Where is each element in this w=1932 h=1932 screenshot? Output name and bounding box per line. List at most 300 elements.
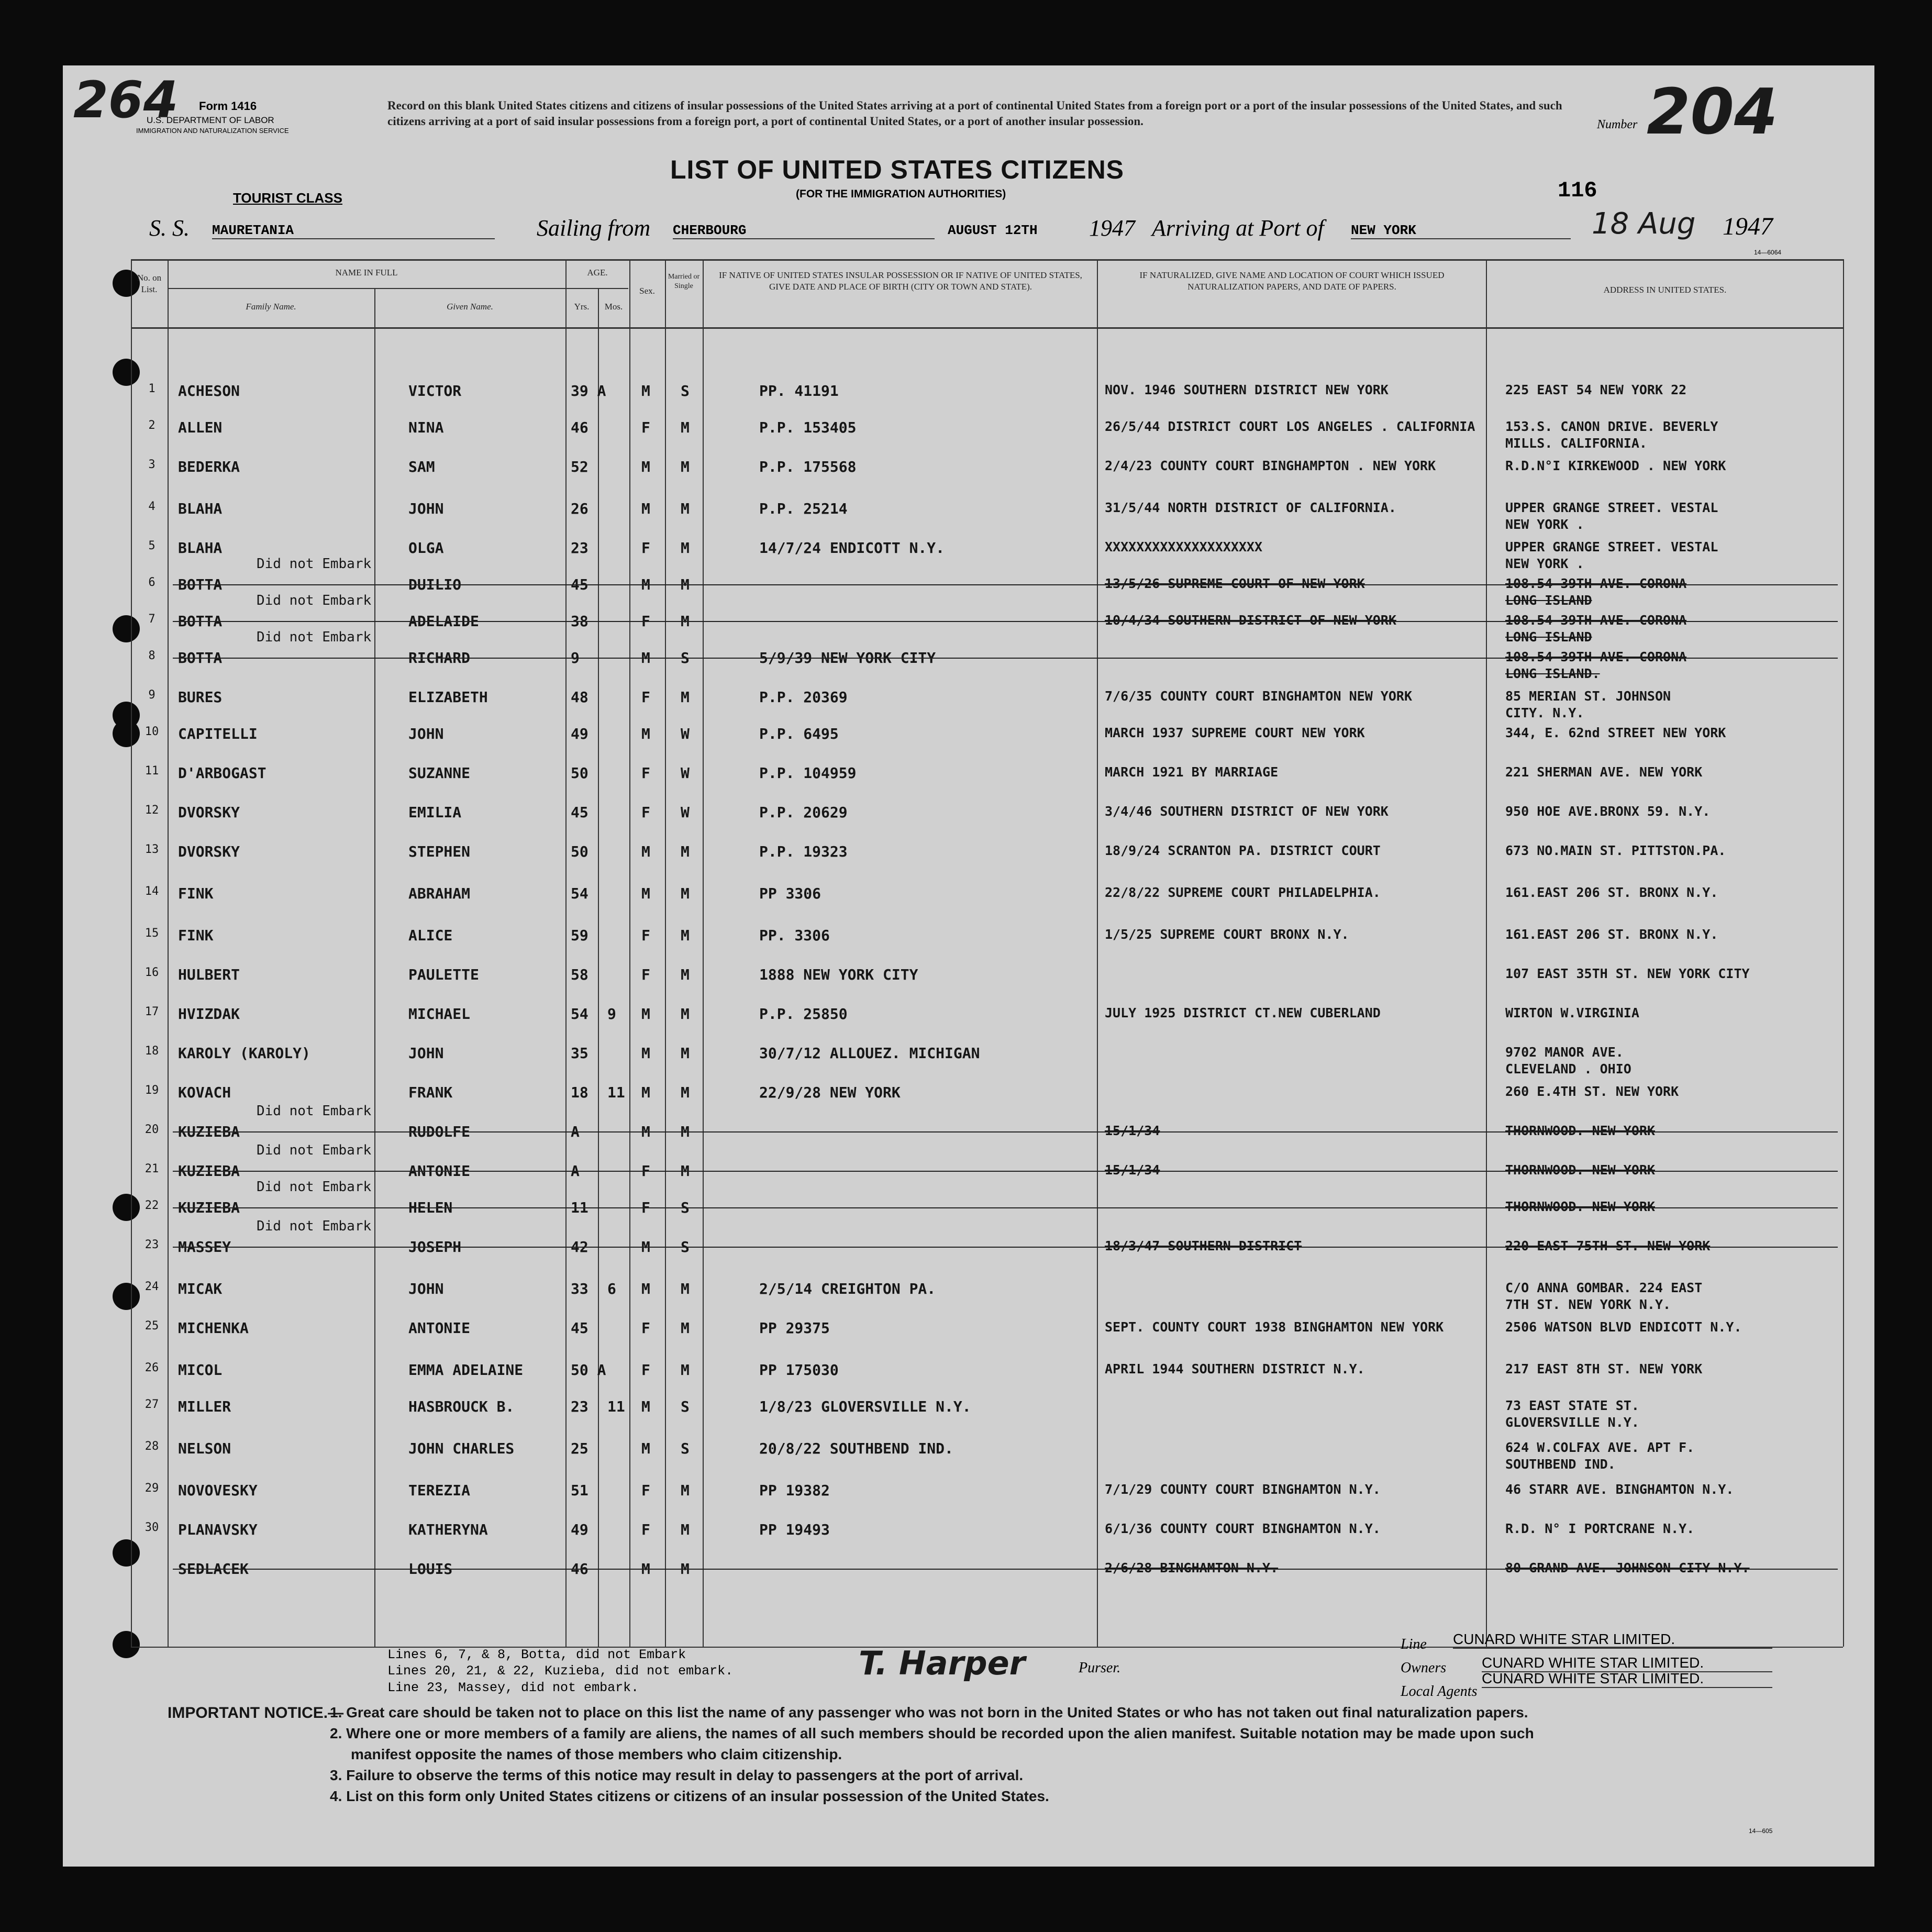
age-years: 59 bbox=[571, 927, 589, 944]
col-border bbox=[374, 288, 375, 1647]
did-not-embark-note: Did not Embark bbox=[257, 593, 372, 608]
address: 161.EAST 206 ST. BRONX N.Y. bbox=[1505, 885, 1718, 900]
sex: F bbox=[641, 764, 650, 782]
family-name: BURES bbox=[178, 689, 223, 706]
birth-info: 2/5/14 CREIGHTON PA. bbox=[759, 1280, 936, 1297]
sex: F bbox=[641, 419, 650, 436]
row-number: 5 bbox=[148, 539, 156, 552]
naturalization-info: 26/5/44 DISTRICT COURT LOS ANGELES . CALIFORNIA bbox=[1105, 419, 1475, 434]
naturalization-info: MARCH 1921 BY MARRIAGE bbox=[1105, 764, 1279, 780]
address: 225 EAST 54 NEW YORK 22 bbox=[1505, 382, 1687, 397]
family-name: BLAHA bbox=[178, 539, 223, 557]
family-name: DVORSKY bbox=[178, 843, 240, 860]
family-name: BOTTA bbox=[178, 649, 223, 667]
row-number: 27 bbox=[145, 1398, 159, 1411]
marital-status: M bbox=[681, 458, 690, 475]
sex: M bbox=[641, 1123, 650, 1140]
did-not-embark-note: Did not Embark bbox=[257, 556, 372, 572]
arriving-label: Arriving at Port of bbox=[1152, 215, 1324, 241]
address: 344, E. 62nd STREET NEW YORK bbox=[1505, 725, 1726, 740]
given-name: ALICE bbox=[408, 927, 453, 944]
birth-info: 1888 NEW YORK CITY bbox=[759, 966, 918, 983]
family-name: PLANAVSKY bbox=[178, 1521, 258, 1538]
given-name: JOHN bbox=[408, 1280, 444, 1297]
owners-value: CUNARD WHITE STAR LIMITED. bbox=[1482, 1655, 1772, 1672]
sex: M bbox=[641, 1398, 650, 1415]
marital-status: M bbox=[681, 1005, 690, 1023]
family-name: SEDLACEK bbox=[178, 1560, 249, 1578]
header-no: No. on List. bbox=[137, 273, 162, 294]
strike-line bbox=[173, 1171, 1838, 1172]
address: 153.S. CANON DRIVE. BEVERLY bbox=[1505, 419, 1718, 434]
strike-line bbox=[173, 1247, 1838, 1248]
given-name: EMILIA bbox=[408, 804, 462, 821]
marital-status: M bbox=[681, 539, 690, 557]
given-name: STEPHEN bbox=[408, 843, 471, 860]
department: U.S. DEPARTMENT OF LABOR bbox=[147, 115, 274, 125]
naturalization-info: 2/6/28 BINGHAMTON N.Y. bbox=[1105, 1560, 1279, 1575]
naturalization-info: 6/1/36 COUNTY COURT BINGHAMTON N.Y. bbox=[1105, 1521, 1381, 1536]
age-years: 9 bbox=[571, 649, 580, 667]
naturalization-info: 31/5/44 NORTH DISTRICT OF CALIFORNIA. bbox=[1105, 500, 1396, 515]
naturalization-info: 15/1/34 bbox=[1105, 1162, 1160, 1178]
address: 221 SHERMAN AVE. NEW YORK bbox=[1505, 764, 1703, 780]
given-name: RICHARD bbox=[408, 649, 471, 667]
line-value: CUNARD WHITE STAR LIMITED. bbox=[1453, 1631, 1772, 1649]
family-name: NOVOVESKY bbox=[178, 1482, 258, 1499]
sex: M bbox=[641, 1045, 650, 1062]
sex: M bbox=[641, 843, 650, 860]
family-name: ACHESON bbox=[178, 382, 240, 399]
family-name: BEDERKA bbox=[178, 458, 240, 475]
row-number: 18 bbox=[145, 1045, 159, 1058]
strike-line bbox=[173, 1207, 1838, 1208]
naturalization-info: 3/4/46 SOUTHERN DISTRICT OF NEW YORK bbox=[1105, 804, 1389, 819]
sex: F bbox=[641, 539, 650, 557]
address-line-2: MILLS. CALIFORNIA. bbox=[1505, 436, 1647, 451]
marital-status: M bbox=[681, 689, 690, 706]
given-name: ANTONIE bbox=[408, 1319, 471, 1337]
row-number: 12 bbox=[145, 804, 159, 817]
given-name: VICTOR bbox=[408, 382, 462, 399]
birth-info: P.P. 19323 bbox=[759, 843, 848, 860]
family-name: BOTTA bbox=[178, 613, 223, 630]
marital-status: M bbox=[681, 1084, 690, 1101]
naturalization-info: 18/9/24 SCRANTON PA. DISTRICT COURT bbox=[1105, 843, 1381, 858]
age-years: 42 bbox=[571, 1238, 589, 1256]
naturalization-info: 2/4/23 COUNTY COURT BINGHAMPTON . NEW YORK bbox=[1105, 458, 1436, 473]
sex: M bbox=[641, 500, 650, 517]
given-name: LOUIS bbox=[408, 1560, 453, 1578]
address: 108.54 39TH AVE. CORONA bbox=[1505, 576, 1687, 591]
punch-hole bbox=[113, 1631, 140, 1658]
col-border bbox=[1486, 259, 1487, 1647]
col-border bbox=[565, 259, 567, 1647]
birth-info: PP. 41191 bbox=[759, 382, 839, 399]
marital-status: M bbox=[681, 1162, 690, 1180]
given-name: JOHN bbox=[408, 500, 444, 517]
sailing-label: Sailing from bbox=[537, 215, 651, 241]
row-number: 30 bbox=[145, 1521, 159, 1534]
age-years: 54 bbox=[571, 1005, 589, 1023]
age-years: 49 bbox=[571, 1521, 589, 1538]
address: UPPER GRANGE STREET. VESTAL bbox=[1505, 500, 1718, 515]
punch-hole bbox=[113, 720, 140, 747]
marital-status: M bbox=[681, 419, 690, 436]
number-label: Number bbox=[1597, 118, 1638, 131]
age-years: A bbox=[571, 1123, 580, 1140]
age-years: A bbox=[571, 1162, 580, 1180]
sex: F bbox=[641, 966, 650, 983]
age-years: 52 bbox=[571, 458, 589, 475]
row-number: 11 bbox=[145, 764, 159, 778]
marital-status: M bbox=[681, 1045, 690, 1062]
strike-line bbox=[173, 1569, 1838, 1570]
age-years: 50 bbox=[571, 764, 589, 782]
row-number: 24 bbox=[145, 1280, 159, 1293]
family-name: KAROLY (KAROLY) bbox=[178, 1045, 310, 1062]
row-number: 23 bbox=[145, 1238, 159, 1251]
header-naturalized: IF NATURALIZED, GIVE NAME AND LOCATION OF COURT WHICH ISSUED NATURALIZATION PAPERS, AND DATE OF PAPERS. bbox=[1139, 270, 1445, 292]
given-name: ELIZABETH bbox=[408, 689, 488, 706]
purser-label: Purser. bbox=[1079, 1660, 1121, 1676]
marital-status: M bbox=[681, 885, 690, 902]
naturalization-info: MARCH 1937 SUPREME COURT NEW YORK bbox=[1105, 725, 1365, 740]
family-name: HULBERT bbox=[178, 966, 240, 983]
address: 161.EAST 206 ST. BRONX N.Y. bbox=[1505, 927, 1718, 942]
row-number: 6 bbox=[148, 576, 156, 589]
sex: M bbox=[641, 576, 650, 593]
address: 9702 MANOR AVE. bbox=[1505, 1045, 1624, 1060]
naturalization-info: 10/4/34 SOUTHERN DISTRICT OF NEW YORK bbox=[1105, 613, 1396, 628]
age-years: 45 bbox=[571, 804, 589, 821]
header-age: AGE. bbox=[587, 268, 608, 277]
punch-hole bbox=[113, 615, 140, 642]
row-number: 20 bbox=[145, 1123, 159, 1136]
age-years: 54 bbox=[571, 885, 589, 902]
birth-info: 1/8/23 GLOVERSVILLE N.Y. bbox=[759, 1398, 971, 1415]
address: 46 STARR AVE. BINGHAMTON N.Y. bbox=[1505, 1482, 1734, 1497]
birth-info: PP 19493 bbox=[759, 1521, 830, 1538]
sex: M bbox=[641, 1084, 650, 1101]
marital-status: M bbox=[681, 1361, 690, 1379]
address: THORNWOOD. NEW YORK bbox=[1505, 1199, 1655, 1214]
given-name: SUZANNE bbox=[408, 764, 471, 782]
marital-status: S bbox=[681, 1440, 690, 1457]
footer-note-1: Lines 6, 7, & 8, Botta, did not Embark bbox=[387, 1647, 686, 1662]
sex: M bbox=[641, 1005, 650, 1023]
birth-info: P.P. 20629 bbox=[759, 804, 848, 821]
sex: F bbox=[641, 927, 650, 944]
punch-hole bbox=[113, 1283, 140, 1310]
address: R.D.N°I KIRKEWOOD . NEW YORK bbox=[1505, 458, 1726, 473]
list-number: 204 bbox=[1647, 76, 1778, 149]
marital-status: S bbox=[681, 382, 690, 399]
family-name: KUZIEBA bbox=[178, 1199, 240, 1216]
arrival-port: NEW YORK bbox=[1351, 223, 1571, 239]
birth-info: 20/8/22 SOUTHBEND IND. bbox=[759, 1440, 953, 1457]
family-name: D'ARBOGAST bbox=[178, 764, 267, 782]
handwritten-code: 264 bbox=[73, 71, 179, 129]
marital-status: M bbox=[681, 843, 690, 860]
col-border bbox=[1843, 259, 1844, 1647]
naturalization-info: 1/5/25 SUPREME COURT BRONX N.Y. bbox=[1105, 927, 1349, 942]
notice-code: 14—605 bbox=[1749, 1827, 1773, 1835]
naturalization-info: NOV. 1946 SOUTHERN DISTRICT NEW YORK bbox=[1105, 382, 1389, 397]
header-address: ADDRESS IN UNITED STATES. bbox=[1603, 285, 1727, 295]
row-number: 4 bbox=[148, 500, 156, 513]
family-name: FINK bbox=[178, 927, 214, 944]
arrival-date: 18 Aug bbox=[1592, 207, 1696, 241]
arrival-year: 1947 bbox=[1723, 213, 1773, 240]
marital-status: S bbox=[681, 1398, 690, 1415]
address-line-2: NEW YORK . bbox=[1505, 556, 1584, 571]
header-name-in-full: NAME IN FULL bbox=[335, 268, 398, 277]
address: 260 E.4TH ST. NEW YORK bbox=[1505, 1084, 1679, 1099]
header-native: IF NATIVE OF UNITED STATES INSULAR POSSESSION OR IF NATIVE OF UNITED STATES, GIVE DATE AND PLACE OF BIRTH (CITY OR TOWN AND STATE). bbox=[719, 270, 1082, 292]
notice-item-1: 1. Great care should be taken not to place on this list the name of any passenger who was not born in the United States or who has not taken out final naturalization papers. bbox=[330, 1704, 1528, 1720]
given-name: JOSEPH bbox=[408, 1238, 462, 1256]
agents-value: CUNARD WHITE STAR LIMITED. bbox=[1482, 1670, 1772, 1688]
notice-item-3: 3. Failure to observe the terms of this notice may result in delay to passengers at the port of arrival. bbox=[330, 1767, 1024, 1783]
header-family-name: Family Name. bbox=[246, 302, 296, 312]
birth-info: P.P. 175568 bbox=[759, 458, 857, 475]
owners-label: Owners bbox=[1401, 1660, 1447, 1676]
address-line-2: LONG ISLAND bbox=[1505, 629, 1592, 645]
address: WIRTON W.VIRGINIA bbox=[1505, 1005, 1639, 1020]
birth-info: PP 175030 bbox=[759, 1361, 839, 1379]
marital-status: M bbox=[681, 1123, 690, 1140]
given-name: PAULETTE bbox=[408, 966, 479, 983]
family-name: ALLEN bbox=[178, 419, 223, 436]
sex: M bbox=[641, 1238, 650, 1256]
notice-item-2-cont: manifest opposite the names of those members who claim citizenship. bbox=[351, 1746, 842, 1762]
birth-info: P.P. 6495 bbox=[759, 725, 839, 742]
form-number: Form 1416 bbox=[199, 99, 257, 113]
address: 108.54 39TH AVE. CORONA bbox=[1505, 613, 1687, 628]
family-name: MILLER bbox=[178, 1398, 231, 1415]
given-name: JOHN bbox=[408, 725, 444, 742]
family-name: KUZIEBA bbox=[178, 1123, 240, 1140]
sex: F bbox=[641, 804, 650, 821]
col-border bbox=[598, 288, 599, 1647]
age-years: 45 bbox=[571, 576, 589, 593]
row-number: 17 bbox=[145, 1005, 159, 1018]
row-number: 29 bbox=[145, 1482, 159, 1495]
sex: M bbox=[641, 1440, 650, 1457]
naturalization-info: XXXXXXXXXXXXXXXXXXXX bbox=[1105, 539, 1263, 554]
given-name: ABRAHAM bbox=[408, 885, 471, 902]
sex: F bbox=[641, 1361, 650, 1379]
notice-item-2: 2. Where one or more members of a family are aliens, the names of all such members should be recorded upon the alien manifest. Suitable notation may be made upon such bbox=[330, 1725, 1534, 1741]
col-border bbox=[1097, 259, 1098, 1647]
header-mos: Mos. bbox=[604, 302, 623, 312]
family-name: MASSEY bbox=[178, 1238, 231, 1256]
purser-signature: T. Harper bbox=[859, 1644, 1026, 1682]
page-number: 116 bbox=[1558, 178, 1597, 203]
sex: M bbox=[641, 382, 650, 399]
marital-status: M bbox=[681, 927, 690, 944]
age-years: 26 bbox=[571, 500, 589, 517]
family-name: DVORSKY bbox=[178, 804, 240, 821]
header-rule bbox=[131, 327, 1843, 329]
marital-status: M bbox=[681, 1521, 690, 1538]
address: 73 EAST STATE ST. bbox=[1505, 1398, 1639, 1413]
given-name: ANTONIE bbox=[408, 1162, 471, 1180]
address: 108.54 39TH AVE. CORONA bbox=[1505, 649, 1687, 664]
page-subtitle: (FOR THE IMMIGRATION AUTHORITIES) bbox=[796, 188, 1006, 200]
age-years: 25 bbox=[571, 1440, 589, 1457]
sex: M bbox=[641, 458, 650, 475]
line-label: Line bbox=[1401, 1636, 1427, 1652]
marital-status: S bbox=[681, 1238, 690, 1256]
age-years: 39 A bbox=[571, 382, 606, 399]
age-years: 45 bbox=[571, 1319, 589, 1337]
naturalization-info: JULY 1925 DISTRICT CT.NEW CUBERLAND bbox=[1105, 1005, 1381, 1020]
address: 624 W.COLFAX AVE. APT F. bbox=[1505, 1440, 1695, 1455]
col-border bbox=[629, 259, 630, 1647]
naturalization-info: 13/5/26 SUPREME COURT OF NEW YORK bbox=[1105, 576, 1365, 591]
birth-info: PP 29375 bbox=[759, 1319, 830, 1337]
strike-line bbox=[173, 1131, 1838, 1132]
strike-line bbox=[173, 658, 1838, 659]
birth-info: P.P. 153405 bbox=[759, 419, 857, 436]
given-name: KATHERYNA bbox=[408, 1521, 488, 1538]
address: 673 NO.MAIN ST. PITTSTON.PA. bbox=[1505, 843, 1726, 858]
birth-info: PP. 3306 bbox=[759, 927, 830, 944]
age-years: 50 A bbox=[571, 1361, 606, 1379]
sex: M bbox=[641, 725, 650, 742]
sex: F bbox=[641, 1162, 650, 1180]
marital-status: W bbox=[681, 725, 690, 742]
family-name: KUZIEBA bbox=[178, 1162, 240, 1180]
row-number: 8 bbox=[148, 649, 156, 662]
name-subheader-rule bbox=[168, 288, 628, 289]
naturalization-info: 7/6/35 COUNTY COURT BINGHAMTON NEW YORK bbox=[1105, 689, 1412, 704]
row-number: 25 bbox=[145, 1319, 159, 1333]
notice-item-4: 4. List on this form only United States citizens or citizens of an insular possession of the United States. bbox=[330, 1788, 1049, 1804]
given-name: JOHN bbox=[408, 1045, 444, 1062]
col-border bbox=[703, 259, 704, 1647]
birth-info: P.P. 25850 bbox=[759, 1005, 848, 1023]
sex: M bbox=[641, 649, 650, 667]
row-number: 15 bbox=[145, 927, 159, 940]
given-name: TEREZIA bbox=[408, 1482, 471, 1499]
sex: F bbox=[641, 689, 650, 706]
notice-label: IMPORTANT NOTICE.— bbox=[168, 1704, 344, 1722]
row-number: 16 bbox=[145, 966, 159, 979]
address-line-2: LONG ISLAND bbox=[1505, 593, 1592, 608]
marital-status: M bbox=[681, 966, 690, 983]
address-line-2: SOUTHBEND IND. bbox=[1505, 1457, 1616, 1472]
marital-status: S bbox=[681, 649, 690, 667]
footer-note-3: Line 23, Massey, did not embark. bbox=[387, 1680, 639, 1695]
given-name: NINA bbox=[408, 419, 444, 436]
given-name: ADELAIDE bbox=[408, 613, 479, 630]
family-name: NELSON bbox=[178, 1440, 231, 1457]
manifest-sheet bbox=[63, 65, 1874, 1867]
given-name: DUILIO bbox=[408, 576, 462, 593]
row-number: 10 bbox=[145, 725, 159, 738]
page-title: LIST OF UNITED STATES CITIZENS bbox=[670, 155, 1125, 184]
punch-hole bbox=[113, 359, 140, 386]
did-not-embark-note: Did not Embark bbox=[257, 629, 372, 645]
punch-hole bbox=[113, 1194, 140, 1221]
sail-date: AUGUST 12TH bbox=[948, 223, 1038, 238]
age-years: 35 bbox=[571, 1045, 589, 1062]
address: THORNWOOD. NEW YORK bbox=[1505, 1162, 1655, 1178]
family-name: BOTTA bbox=[178, 576, 223, 593]
address: 220 EAST 75TH ST. NEW YORK bbox=[1505, 1238, 1711, 1253]
address: R.D. N° I PORTCRANE N.Y. bbox=[1505, 1521, 1695, 1536]
birth-info: PP 3306 bbox=[759, 885, 821, 902]
given-name: OLGA bbox=[408, 539, 444, 557]
given-name: SAM bbox=[408, 458, 435, 475]
age-years: 49 bbox=[571, 725, 589, 742]
sex: M bbox=[641, 1560, 650, 1578]
sex: F bbox=[641, 1319, 650, 1337]
address-line-2: 7TH ST. NEW YORK N.Y. bbox=[1505, 1297, 1671, 1312]
age-years: 11 bbox=[571, 1199, 589, 1216]
sex: F bbox=[641, 1521, 650, 1538]
marital-status: W bbox=[681, 804, 690, 821]
ship-name: MAURETANIA bbox=[212, 223, 495, 239]
class-label: TOURIST CLASS bbox=[233, 190, 342, 206]
marital-status: M bbox=[681, 1482, 690, 1499]
naturalization-info: 18/3/47 SOUTHERN DISTRICT bbox=[1105, 1238, 1302, 1253]
col-border bbox=[131, 259, 132, 1647]
marital-status: M bbox=[681, 1280, 690, 1297]
age-years: 46 bbox=[571, 1560, 589, 1578]
age-months: 9 bbox=[607, 1005, 616, 1023]
age-years: 38 bbox=[571, 613, 589, 630]
footer-note-2: Lines 20, 21, & 22, Kuzieba, did not embark. bbox=[387, 1663, 734, 1679]
did-not-embark-note: Did not Embark bbox=[257, 1103, 372, 1119]
row-number: 21 bbox=[145, 1162, 159, 1175]
address: 2506 WATSON BLVD ENDICOTT N.Y. bbox=[1505, 1319, 1742, 1335]
did-not-embark-note: Did not Embark bbox=[257, 1218, 372, 1234]
birth-info: 22/9/28 NEW YORK bbox=[759, 1084, 901, 1101]
marital-status: M bbox=[681, 500, 690, 517]
given-name: JOHN CHARLES bbox=[408, 1440, 515, 1457]
address: UPPER GRANGE STREET. VESTAL bbox=[1505, 539, 1718, 554]
birth-info: 14/7/24 ENDICOTT N.Y. bbox=[759, 539, 945, 557]
marital-status: M bbox=[681, 576, 690, 593]
family-name: HVIZDAK bbox=[178, 1005, 240, 1023]
address-line-2: LONG ISLAND. bbox=[1505, 666, 1600, 681]
family-name: CAPITELLI bbox=[178, 725, 258, 742]
sex: M bbox=[641, 1280, 650, 1297]
sex: M bbox=[641, 885, 650, 902]
age-years: 58 bbox=[571, 966, 589, 983]
naturalization-info: 22/8/22 SUPREME COURT PHILADELPHIA. bbox=[1105, 885, 1381, 900]
header-yrs: Yrs. bbox=[574, 302, 590, 312]
family-name: MICAK bbox=[178, 1280, 223, 1297]
naturalization-info: SEPT. COUNTY COURT 1938 BINGHAMTON NEW YORK bbox=[1105, 1319, 1444, 1335]
age-months: 6 bbox=[607, 1280, 616, 1297]
birth-info: 30/7/12 ALLOUEZ. MICHIGAN bbox=[759, 1045, 980, 1062]
address: 950 HOE AVE.BRONX 59. N.Y. bbox=[1505, 804, 1711, 819]
age-years: 46 bbox=[571, 419, 589, 436]
age-years: 48 bbox=[571, 689, 589, 706]
address-line-2: CITY. N.Y. bbox=[1505, 705, 1584, 720]
marital-status: M bbox=[681, 1319, 690, 1337]
address-line-2: CLEVELAND . OHIO bbox=[1505, 1061, 1631, 1076]
row-number: 9 bbox=[148, 689, 156, 702]
sailing-from: CHERBOURG bbox=[673, 223, 935, 239]
given-name: MICHAEL bbox=[408, 1005, 471, 1023]
row-number: 26 bbox=[145, 1361, 159, 1374]
